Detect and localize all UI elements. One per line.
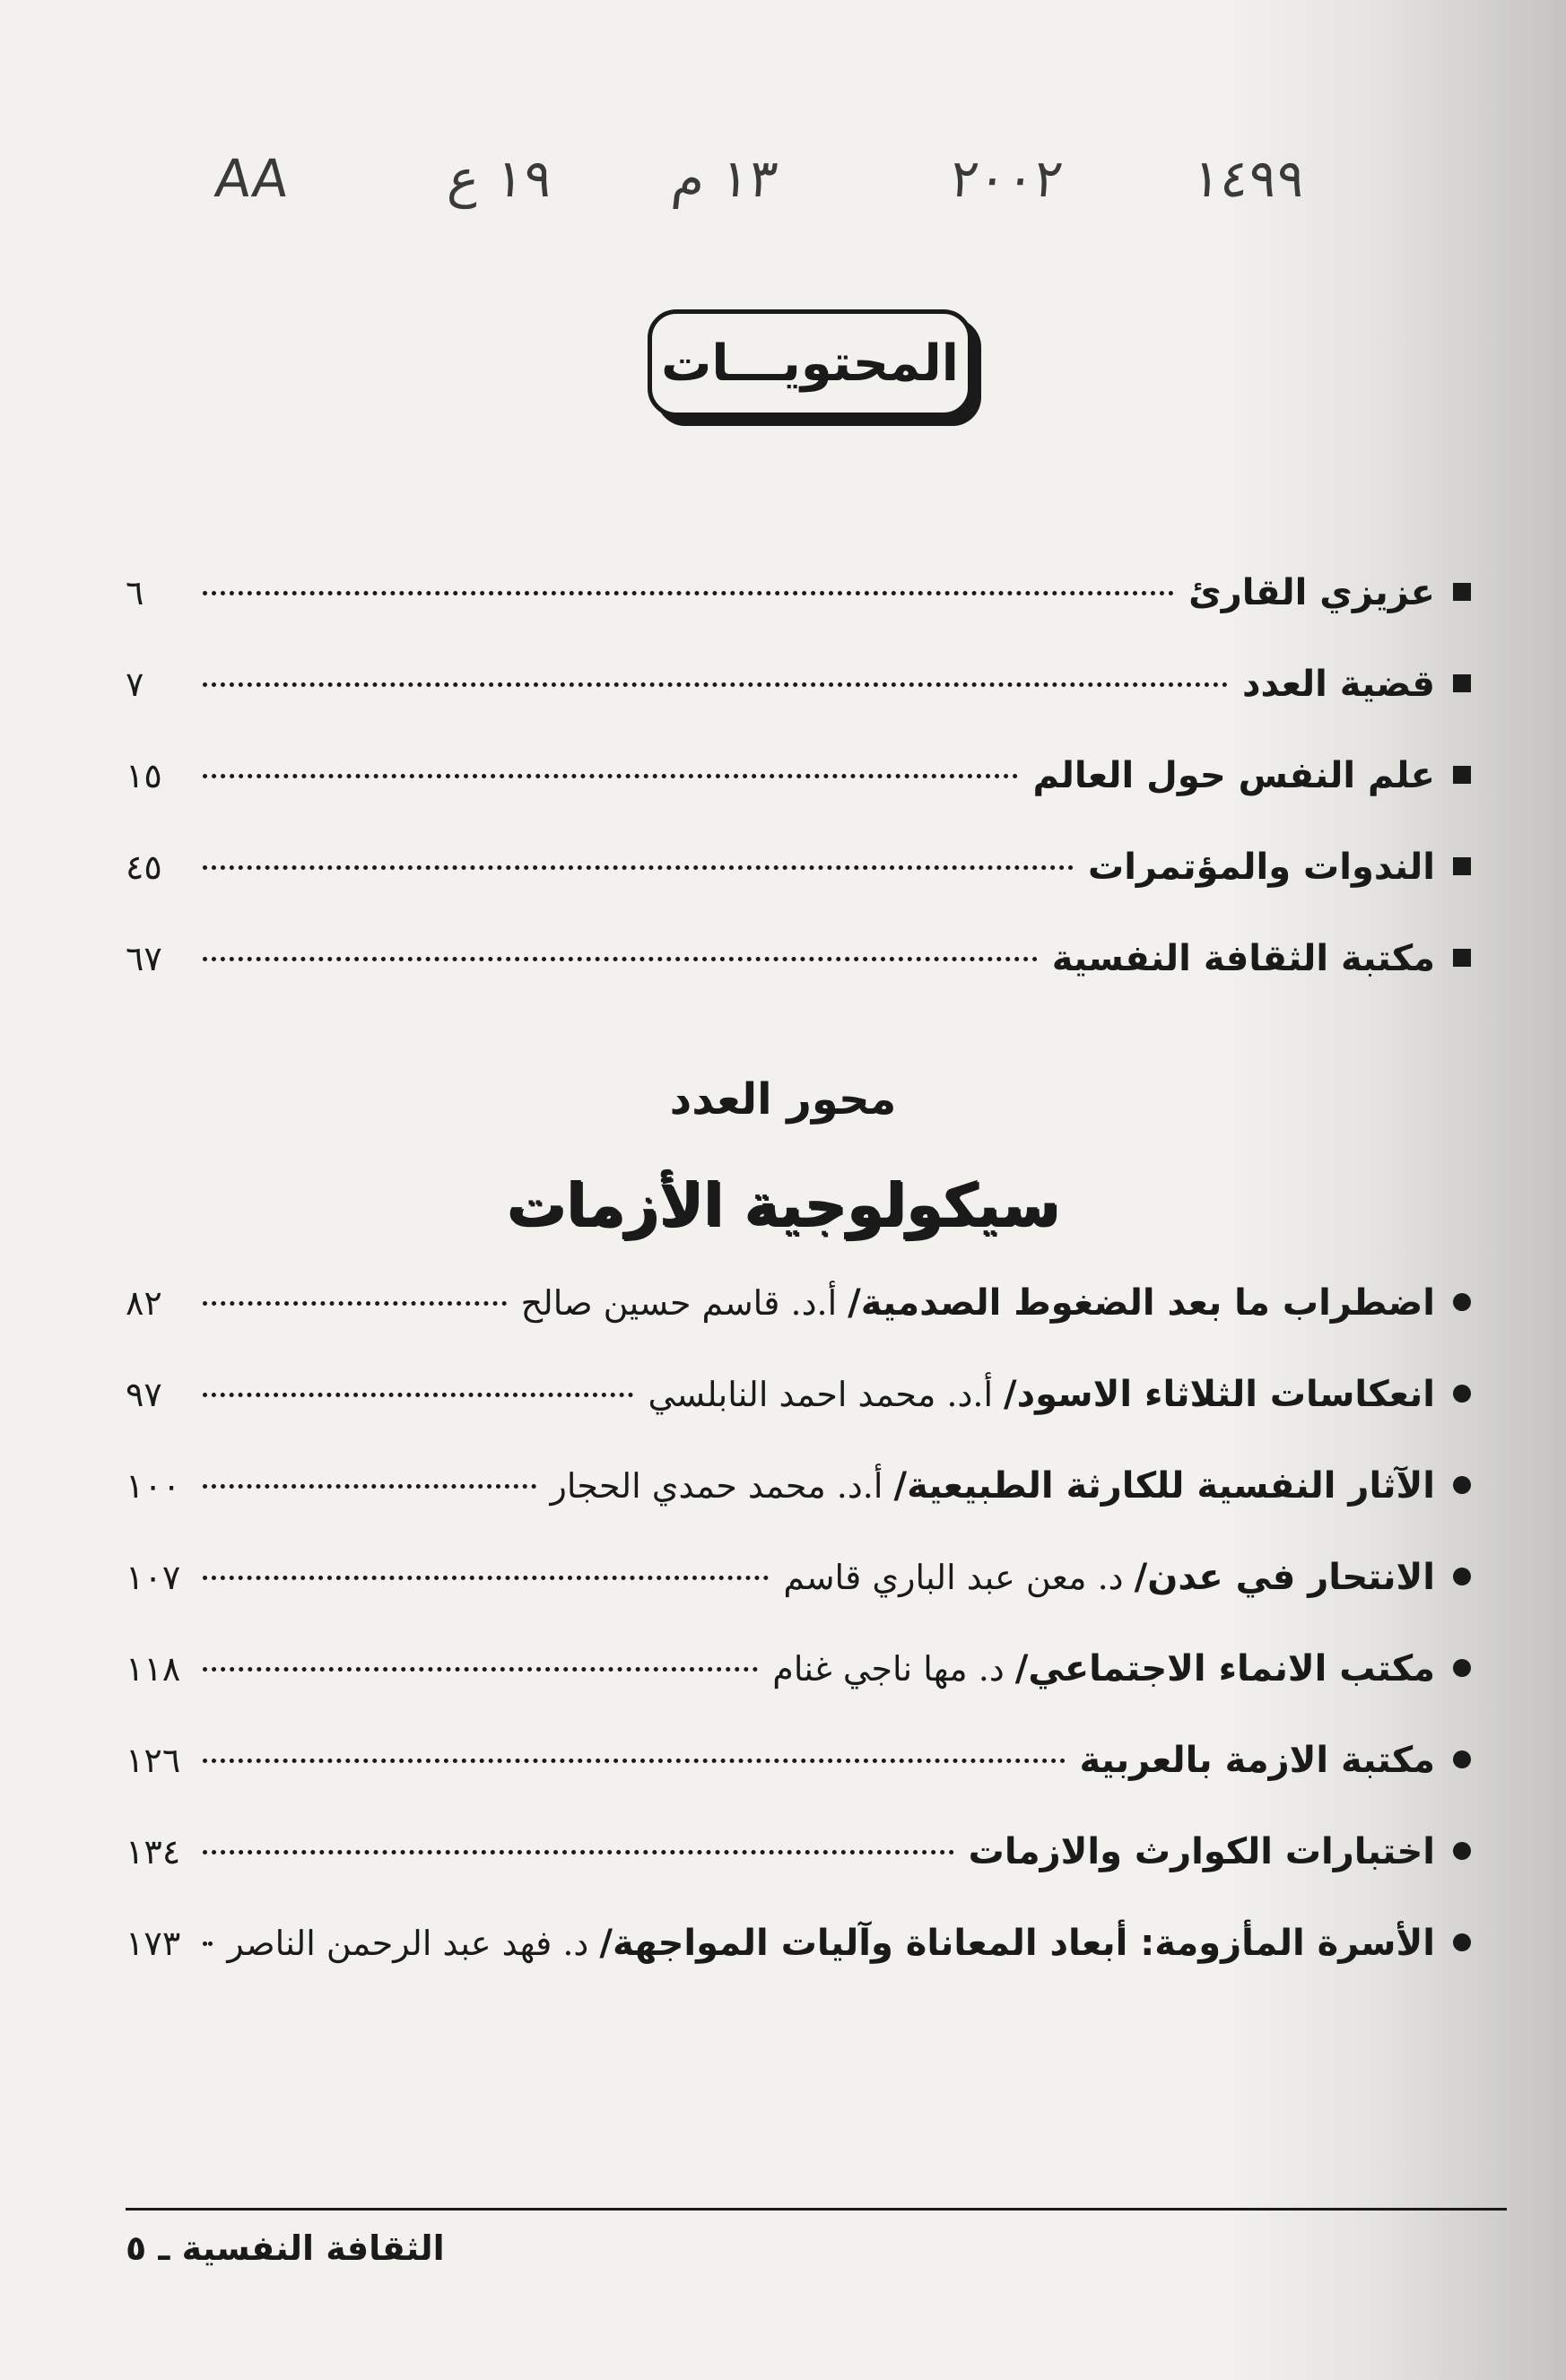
square-bullet-icon <box>1453 857 1471 875</box>
handwritten-issue: ١٩ ع <box>445 148 555 209</box>
contents-title-box <box>648 309 972 417</box>
square-bullet-icon <box>1453 766 1471 784</box>
entry-title: مكتبة الازمة بالعربية <box>1079 1740 1435 1781</box>
dot-leader <box>203 865 1074 870</box>
entry-title: قضية العدد <box>1241 664 1435 705</box>
dot-leader <box>203 682 1228 687</box>
entry-page: ٨٢ <box>126 1283 162 1323</box>
toc-entry[interactable] <box>126 1648 1471 1740</box>
toc-entry[interactable] <box>126 1465 1471 1557</box>
entry-author: أ.د. قاسم حسين صالح <box>520 1283 838 1323</box>
entry-page: ٩٧ <box>126 1375 162 1414</box>
entry-title: مكتب الانماء الاجتماعي/ <box>1014 1648 1435 1689</box>
toc-entry[interactable] <box>126 1557 1471 1648</box>
dot-leader <box>203 1576 769 1580</box>
entry-title: الندوات والمؤتمرات <box>1088 847 1435 888</box>
square-bullet-icon <box>1453 674 1471 692</box>
toc-entry[interactable] <box>126 938 1471 1029</box>
footer-page-label: الثقافة النفسية ـ ٥ <box>126 2228 445 2268</box>
entry-page: ١٠٠ <box>126 1466 181 1506</box>
dot-leader <box>203 1850 954 1854</box>
issue-focus-title: سيكولوجية الأزمات <box>506 1170 1060 1239</box>
toc-entry[interactable] <box>126 847 1471 938</box>
dot-leader <box>203 1301 507 1306</box>
round-bullet-icon <box>1453 1293 1471 1311</box>
dot-leader <box>203 957 1038 961</box>
round-bullet-icon <box>1453 1842 1471 1860</box>
entry-page: ٧ <box>126 664 144 704</box>
handwritten-note <box>212 148 1381 274</box>
toc-entry[interactable] <box>126 1740 1471 1831</box>
toc-entry[interactable] <box>126 572 1471 664</box>
entry-title: الانتحار في عدن/ <box>1134 1557 1435 1598</box>
dot-leader <box>203 1393 633 1397</box>
entry-title: الآثار النفسية للكارثة الطبيعية/ <box>893 1465 1435 1507</box>
toc-entry[interactable] <box>126 1282 1471 1374</box>
entry-page: ١٥ <box>126 756 162 795</box>
entry-author: أ.د. محمد حمدي الحجار <box>550 1466 883 1506</box>
handwritten-volume: ١٣ م <box>669 148 781 209</box>
dot-leader <box>203 1941 213 1946</box>
entry-page: ٦٧ <box>126 939 162 978</box>
toc-entry[interactable] <box>126 1923 1471 2014</box>
entry-author: أ.د. محمد احمد النابلسي <box>648 1375 994 1414</box>
square-bullet-icon <box>1453 583 1471 601</box>
issue-focus-label: محور العدد <box>669 1074 897 1125</box>
entry-page: ٤٥ <box>126 847 162 887</box>
dot-leader <box>203 774 1018 778</box>
entry-page: ١٠٧ <box>126 1558 181 1597</box>
dot-leader <box>203 591 1174 595</box>
round-bullet-icon <box>1453 1750 1471 1768</box>
entry-title: انعكاسات الثلاثاء الاسود/ <box>1004 1374 1435 1415</box>
contents-title: المحتويـــات <box>661 334 959 393</box>
handwritten-number: ١٤٩٩ <box>1189 148 1309 209</box>
dot-leader <box>203 1484 536 1489</box>
round-bullet-icon <box>1453 1385 1471 1403</box>
round-bullet-icon <box>1453 1476 1471 1494</box>
handwritten-code: AA <box>212 148 291 209</box>
toc-entry[interactable] <box>126 755 1471 847</box>
dot-leader <box>203 1667 758 1672</box>
handwritten-year: ٢٠٠٢ <box>947 148 1066 209</box>
toc-general <box>126 572 1471 1029</box>
entry-title: اختبارات الكوارث والازمات <box>968 1831 1435 1872</box>
toc-entry[interactable] <box>126 1831 1471 1923</box>
entry-author: د. مها ناجي غنام <box>772 1649 1005 1689</box>
square-bullet-icon <box>1453 949 1471 967</box>
round-bullet-icon <box>1453 1568 1471 1585</box>
entry-author: د. فهد عبد الرحمن الناصر <box>227 1924 589 1963</box>
dot-leader <box>203 1759 1066 1763</box>
entry-page: ١٢٦ <box>126 1741 181 1780</box>
entry-title: اضطراب ما بعد الضغوط الصدمية/ <box>848 1282 1435 1324</box>
round-bullet-icon <box>1453 1933 1471 1951</box>
toc-entry[interactable] <box>126 664 1471 755</box>
entry-author: د. معن عبد الباري قاسم <box>783 1558 1124 1597</box>
footer-rule <box>126 2208 1507 2211</box>
entry-page: ١٧٣ <box>126 1924 181 1963</box>
entry-title: علم النفس حول العالم <box>1032 755 1435 796</box>
entry-page: ٦ <box>126 573 144 612</box>
entry-page: ١١٨ <box>126 1649 181 1689</box>
round-bullet-icon <box>1453 1659 1471 1677</box>
entry-page: ١٣٤ <box>126 1832 181 1872</box>
entry-title: الأسرة المأزومة: أبعاد المعاناة وآليات المواجهة/ <box>599 1923 1435 1964</box>
toc-focus <box>126 1282 1471 2014</box>
toc-entry[interactable] <box>126 1374 1471 1465</box>
entry-title: عزيزي القارئ <box>1188 572 1435 613</box>
entry-title: مكتبة الثقافة النفسية <box>1051 938 1435 979</box>
